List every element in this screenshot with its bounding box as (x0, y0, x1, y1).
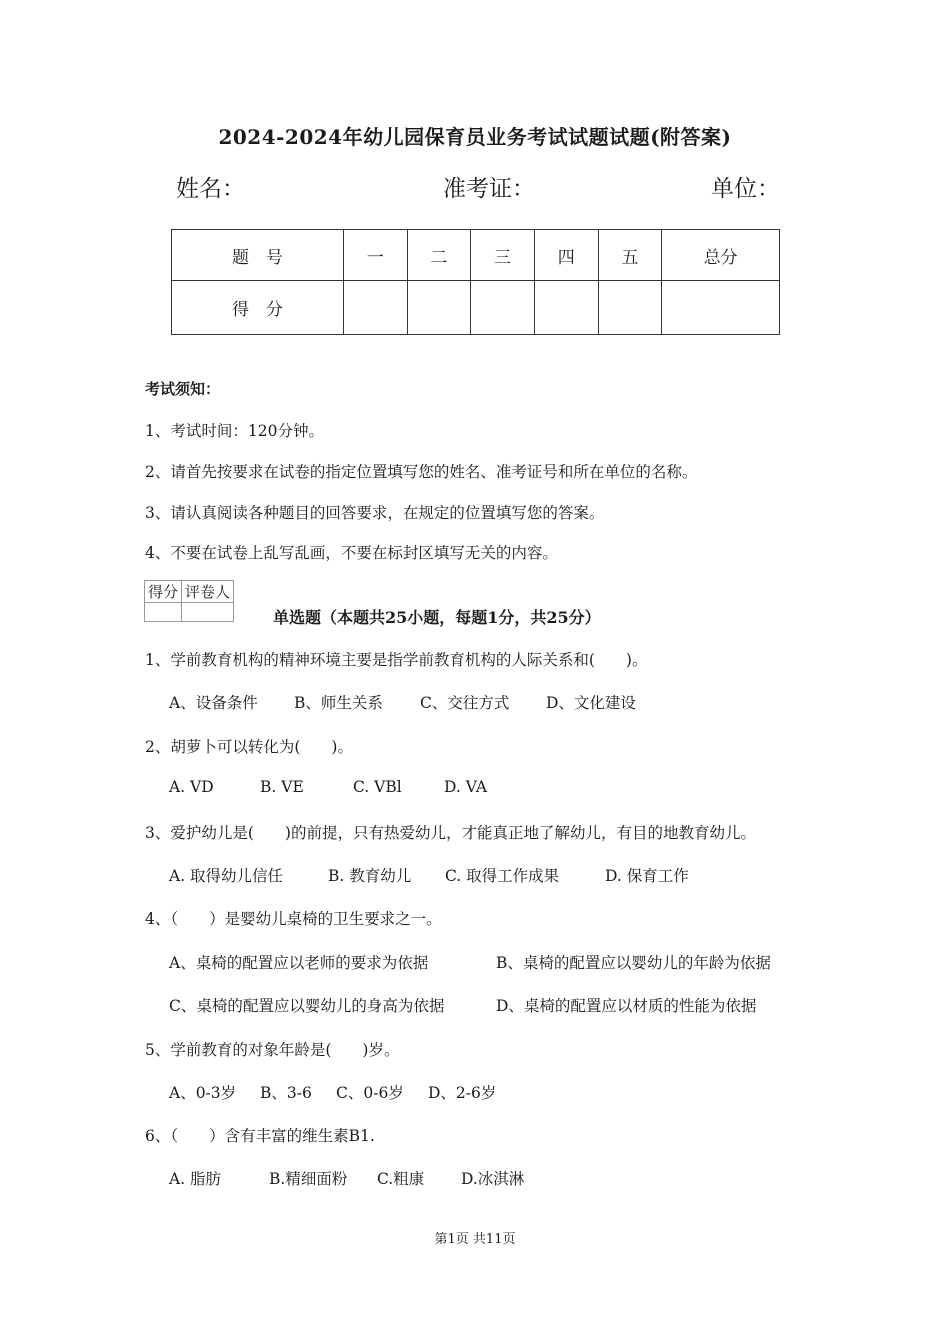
option[interactable]: B、师生关系 (294, 694, 383, 712)
grader-name-label: 评卷人 (182, 581, 234, 603)
score-cell[interactable] (343, 281, 407, 335)
score-table (171, 229, 780, 335)
option[interactable]: B. 教育幼儿 (328, 867, 412, 885)
score-row-label: 得 分 (172, 281, 344, 335)
score-table-header-cell: 五 (598, 230, 662, 281)
name-label: 姓名： (176, 176, 245, 202)
page-footer: 第1页 共11页 (434, 1232, 516, 1247)
option[interactable]: A. VD (169, 778, 214, 796)
option[interactable]: D、2-6岁 (428, 1084, 497, 1102)
score-cell[interactable] (471, 281, 535, 335)
score-table-header-cell: 一 (343, 230, 407, 281)
option[interactable]: C.粗康 (377, 1170, 425, 1188)
option[interactable]: D. VA (444, 778, 488, 796)
question-text: 6、（ ）含有丰富的维生素B1. (145, 1127, 375, 1145)
score-table-header-cell: 二 (407, 230, 471, 281)
question-text: 4、（ ）是婴幼儿桌椅的卫生要求之一。 (145, 910, 442, 928)
notice-heading: 考试须知： (145, 380, 221, 398)
option[interactable]: A. 脂肪 (169, 1170, 222, 1188)
grader-box (144, 580, 234, 622)
grader-score-label: 得分 (145, 581, 182, 603)
section-title: 单选题（本题共25小题，每题1分，共25分） (273, 608, 601, 627)
notice-item: 1、考试时间：120分钟。 (145, 422, 324, 440)
option[interactable]: C. VBl (353, 778, 402, 796)
option[interactable]: A、桌椅的配置应以老师的要求为依据 (169, 954, 429, 972)
option[interactable]: C. 取得工作成果 (445, 867, 560, 885)
question-text: 3、爱护幼儿是( )的前提，只有热爱幼儿，才能真正地了解幼儿，有目的地教育幼儿。 (145, 824, 756, 842)
option[interactable]: D、桌椅的配置应以材质的性能为依据 (496, 997, 757, 1015)
score-table-header-cell: 题 号 (172, 230, 344, 281)
notice-item: 3、请认真阅读各种题目的回答要求，在规定的位置填写您的答案。 (145, 504, 605, 522)
exam-id-label: 准考证： (443, 176, 535, 202)
score-table-score-row (172, 281, 780, 335)
option[interactable]: A、设备条件 (169, 694, 258, 712)
unit-label: 单位： (711, 176, 780, 202)
option[interactable]: C、桌椅的配置应以婴幼儿的身高为依据 (169, 997, 445, 1015)
option[interactable]: B. VE (260, 778, 304, 796)
question-text: 2、胡萝卜可以转化为( )。 (145, 738, 353, 756)
option[interactable]: B、桌椅的配置应以婴幼儿的年龄为依据 (496, 954, 771, 972)
grader-score-cell[interactable] (145, 603, 182, 622)
notice-item: 4、不要在试卷上乱写乱画，不要在标封区填写无关的内容。 (145, 544, 558, 562)
score-cell[interactable] (662, 281, 780, 335)
question-text: 1、学前教育机构的精神环境主要是指学前教育机构的人际关系和( )。 (145, 651, 648, 669)
option[interactable]: D.冰淇淋 (461, 1170, 525, 1188)
score-table-header-cell: 四 (534, 230, 598, 281)
option[interactable]: D. 保育工作 (605, 867, 689, 885)
score-table-header-row (172, 230, 780, 281)
option[interactable]: C、交往方式 (420, 694, 510, 712)
score-cell[interactable] (407, 281, 471, 335)
question-text: 5、学前教育的对象年龄是( )岁。 (145, 1041, 400, 1059)
option[interactable]: D、文化建设 (546, 694, 636, 712)
score-cell[interactable] (534, 281, 598, 335)
option[interactable]: C、0-6岁 (336, 1084, 404, 1102)
option[interactable]: B.精细面粉 (269, 1170, 348, 1188)
notice-item: 2、请首先按要求在试卷的指定位置填写您的姓名、准考证号和所在单位的名称。 (145, 463, 698, 481)
score-cell[interactable] (598, 281, 662, 335)
page-title: 2024-2024年幼儿园保育员业务考试试题试题(附答案) (218, 125, 732, 149)
score-table-header-cell: 三 (471, 230, 535, 281)
grader-name-cell[interactable] (182, 603, 234, 622)
option[interactable]: A、0-3岁 (169, 1084, 237, 1102)
option[interactable]: B、3-6 (260, 1084, 312, 1102)
score-table-header-cell: 总分 (662, 230, 780, 281)
option[interactable]: A. 取得幼儿信任 (169, 867, 284, 885)
